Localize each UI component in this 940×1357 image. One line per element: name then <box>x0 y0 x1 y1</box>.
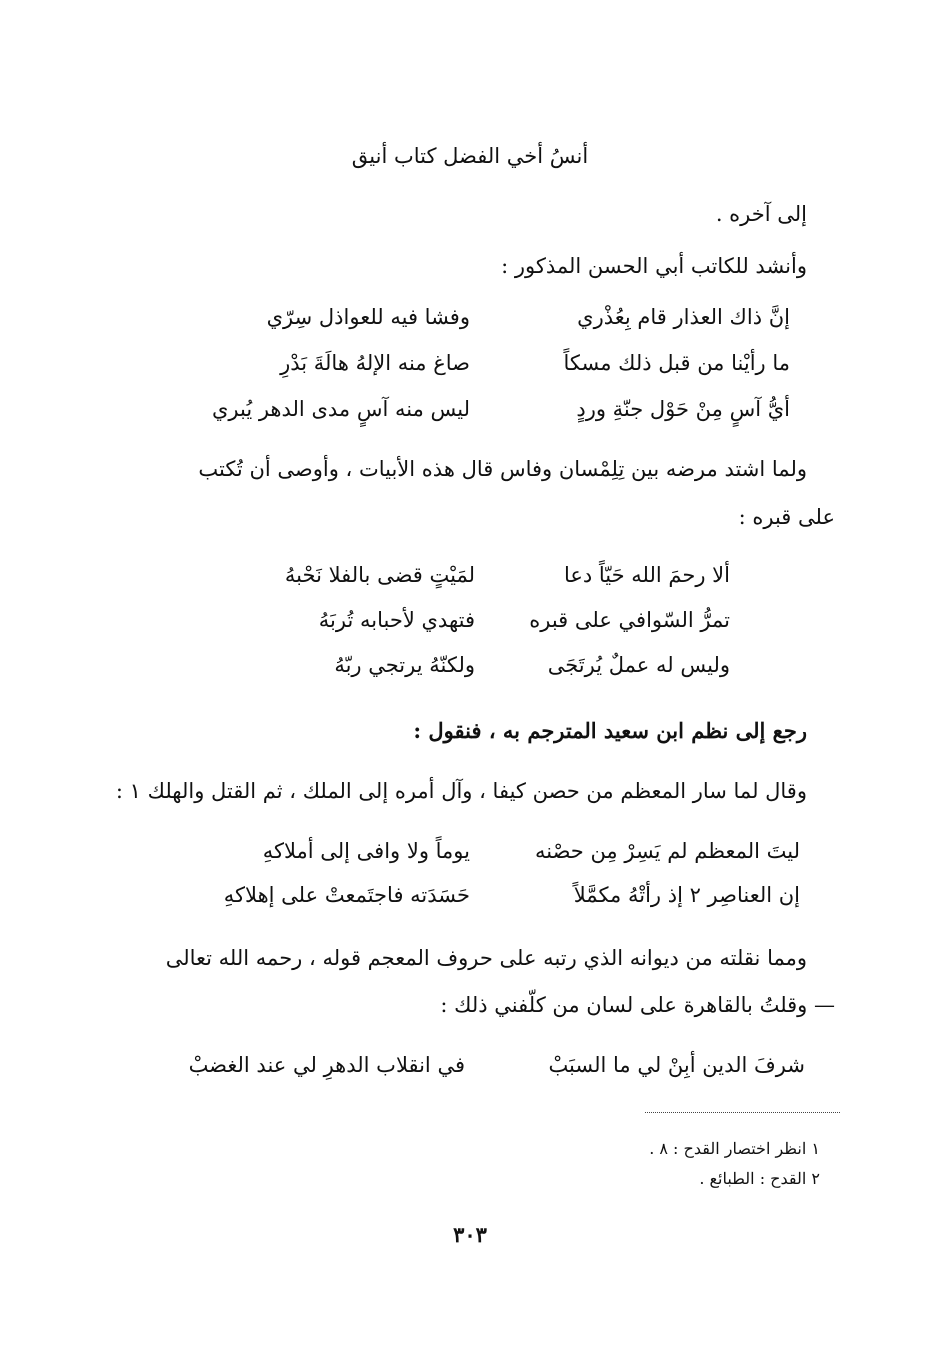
verse-first-hemistich: شرفَ الدين أبِنْ لي ما السبَبْ <box>548 1053 805 1077</box>
verse-second-hemistich: صاغ منه الإلهُ هالَةَ بَدْرِ <box>280 351 470 375</box>
verse-line <box>280 348 790 378</box>
paragraph: وأنشد للكاتب أبي الحسن المذكور : <box>501 254 807 278</box>
verse-second-hemistich: في انقلاب الدهرِ لي عند الغضبْ <box>188 1053 465 1077</box>
verse-line <box>267 302 790 332</box>
verse-second-hemistich: حَسَدَته فاجتَمعتْ على إهلاكهِ <box>223 883 470 907</box>
verse-second-hemistich: ولكنّهُ يرتجي ربّهُ <box>334 653 475 677</box>
verse-first-hemistich: تمرُّ السّوافي على قبره <box>529 608 730 632</box>
verse-first-hemistich: ما رأيْنا من قبل ذلك مسكاً <box>563 351 790 375</box>
page-number: ٣٠٣ <box>453 1222 487 1247</box>
section-heading: أنسُ أخي الفضل كتاب أنيق <box>351 144 589 168</box>
verse-second-hemistich: يوماً ولا وافى إلى أملاكهِ <box>262 839 470 863</box>
verse-line <box>189 1050 805 1080</box>
verse-line <box>212 394 790 424</box>
paragraph: على قبره : <box>738 505 835 529</box>
verse-first-hemistich: إنَّ ذاك العذار قام بِعُذْري <box>577 305 790 329</box>
verse-first-hemistich: ألا رحمَ الله حَيّاً دعا <box>563 563 730 587</box>
subheading: رجع إلى نظم ابن سعيد المترجم به ، فنقول : <box>413 718 807 743</box>
paragraph: — وقلتُ بالقاهرة على لسان من كلّفني ذلك : <box>440 993 835 1017</box>
verse-second-hemistich: فتهدي لأحبابه تُربَهُ <box>318 608 475 632</box>
verse-line <box>285 560 730 590</box>
footnote-separator <box>645 1112 840 1113</box>
verse-first-hemistich: إن العناصِر ٢ إذ رأتْهُ مكمَّلاً <box>573 883 800 907</box>
verse-first-hemistich: ليتَ المعظم لم يَسِرْ مِن حصْنه <box>534 839 800 863</box>
verse-second-hemistich: وفشا فيه للعواذل سِرّي <box>266 305 470 329</box>
verse-first-hemistich: وليس له عملٌ يُرتَجَى <box>547 653 730 677</box>
verse-line <box>334 650 730 680</box>
footnote: ١ انظر اختصار القدح : ٨ . <box>649 1139 820 1158</box>
verse-line <box>319 605 730 635</box>
verse-line <box>263 836 800 866</box>
paragraph: وقال لما سار المعظم من حصن كيفا ، وآل أمره إلى الملك ، ثم القتل والهلك ١ : <box>115 779 807 803</box>
paragraph: ومما نقلته من ديوانه الذي رتبه على حروف المعجم قوله ، رحمه الله تعالى <box>165 946 807 970</box>
footnote: ٢ القدح : الطبائع . <box>699 1169 820 1188</box>
verse-second-hemistich: ليس منه آسٍ مدى الدهر يُبري <box>211 397 470 421</box>
paragraph: إلى آخره . <box>715 202 807 226</box>
verse-first-hemistich: أيُّ آسٍ مِنْ حَوْل جنّةِ وردٍ <box>576 397 790 421</box>
verse-line <box>224 880 800 910</box>
verse-second-hemistich: لمَيْتٍ قضى بالفلا نَحْبهُ <box>284 563 475 587</box>
paragraph: ولما اشتد مرضه بين تِلِمْسان وفاس قال هذه الأبيات ، وأوصى أن تُكتب <box>198 457 807 481</box>
